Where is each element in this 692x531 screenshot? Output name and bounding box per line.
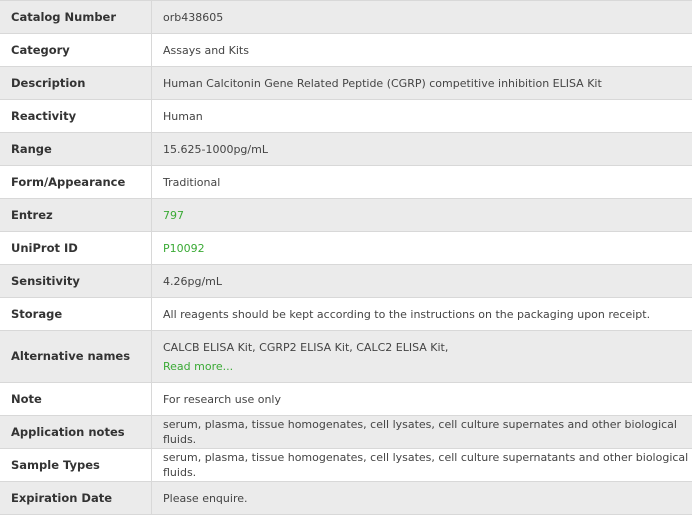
spec-value-cell <box>152 232 692 265</box>
spec-label: Range <box>0 133 152 166</box>
uniprot-link[interactable]: P10092 <box>163 241 205 255</box>
spec-label: Form/Appearance <box>0 166 152 199</box>
spec-row-alternative-names <box>0 331 692 383</box>
spec-value: 4.26pg/mL <box>152 265 692 298</box>
spec-label: Sensitivity <box>0 265 152 298</box>
spec-row-category <box>0 34 692 67</box>
spec-value: Assays and Kits <box>152 34 692 67</box>
spec-label: Alternative names <box>0 331 152 383</box>
spec-label: Category <box>0 34 152 67</box>
spec-value: serum, plasma, tissue homogenates, cell lysates, cell culture supernatants and other biological fluids. <box>152 449 692 482</box>
spec-label: Sample Types <box>0 449 152 482</box>
spec-label: Entrez <box>0 199 152 232</box>
spec-label: Expiration Date <box>0 482 152 515</box>
spec-value: Please enquire. <box>152 482 692 515</box>
spec-label: Application notes <box>0 416 152 449</box>
spec-value: All reagents should be kept according to the instructions on the packaging upon receipt. <box>152 298 692 331</box>
spec-value: Human Calcitonin Gene Related Peptide (CGRP) competitive inhibition ELISA Kit <box>152 67 692 100</box>
spec-value-cell <box>152 331 692 383</box>
spec-row-sample-types <box>0 449 692 482</box>
spec-value: serum, plasma, tissue homogenates, cell lysates, cell culture supernates and other biological fluids. <box>152 416 692 449</box>
spec-value: Human <box>152 100 692 133</box>
spec-row-catalog-number <box>0 1 692 34</box>
spec-label: Catalog Number <box>0 1 152 34</box>
spec-label: Note <box>0 383 152 416</box>
spec-label: Description <box>0 67 152 100</box>
spec-row-expiration-date <box>0 482 692 515</box>
spec-row-description <box>0 67 692 100</box>
spec-row-sensitivity <box>0 265 692 298</box>
spec-row-note <box>0 383 692 416</box>
spec-row-reactivity <box>0 100 692 133</box>
spec-row-form-appearance <box>0 166 692 199</box>
spec-value: CALCB ELISA Kit, CGRP2 ELISA Kit, CALC2 ELISA Kit, <box>163 340 449 354</box>
spec-value: 15.625-1000pg/mL <box>152 133 692 166</box>
spec-row-storage <box>0 298 692 331</box>
spec-value: For research use only <box>152 383 692 416</box>
spec-value-cell <box>152 199 692 232</box>
spec-label: Reactivity <box>0 100 152 133</box>
spec-row-application-notes <box>0 416 692 449</box>
spec-label: Storage <box>0 298 152 331</box>
spec-value: Traditional <box>152 166 692 199</box>
spec-row-uniprot-id <box>0 232 692 265</box>
spec-row-entrez <box>0 199 692 232</box>
read-more-link[interactable]: Read more... <box>163 359 234 373</box>
spec-value: orb438605 <box>152 1 692 34</box>
spec-row-range <box>0 133 692 166</box>
entrez-link[interactable]: 797 <box>163 208 184 222</box>
spec-label: UniProt ID <box>0 232 152 265</box>
